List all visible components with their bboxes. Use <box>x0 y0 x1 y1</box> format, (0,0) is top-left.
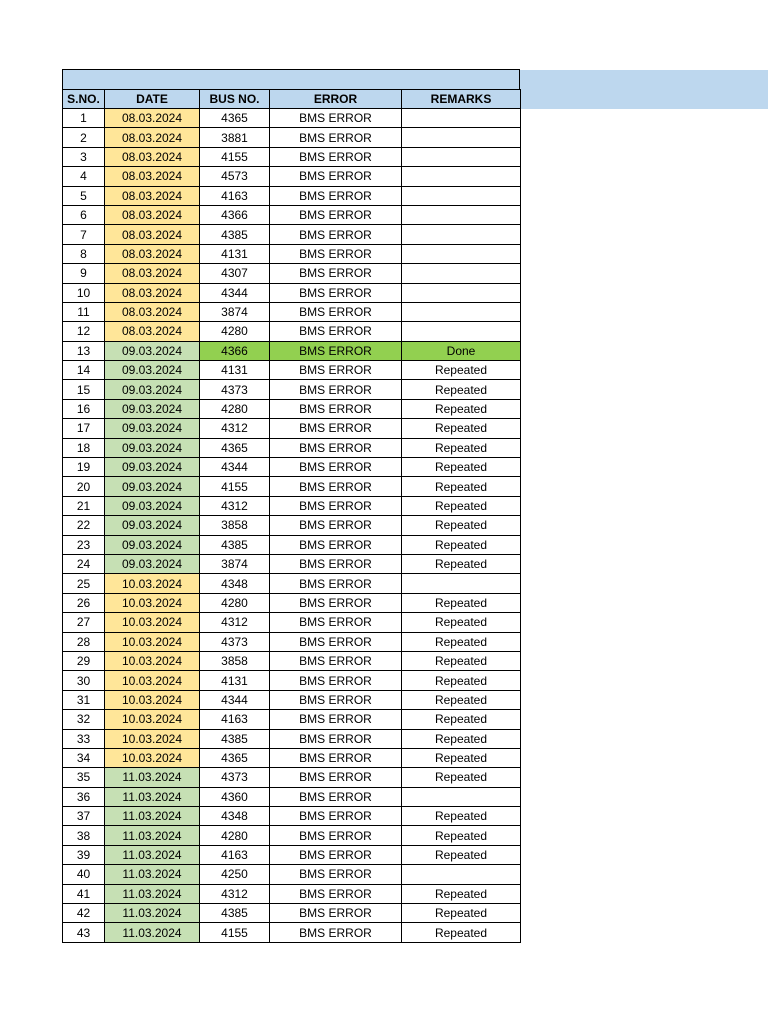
cell-sno[interactable]: 6 <box>63 205 105 224</box>
cell-bus-no[interactable]: 4385 <box>200 535 270 554</box>
cell-error[interactable]: BMS ERROR <box>270 845 402 864</box>
cell-sno[interactable]: 43 <box>63 923 105 942</box>
cell-date[interactable]: 09.03.2024 <box>105 341 200 360</box>
cell-error[interactable]: BMS ERROR <box>270 632 402 651</box>
cell-bus-no[interactable]: 3874 <box>200 554 270 573</box>
table-row <box>63 593 521 612</box>
cell-date[interactable]: 10.03.2024 <box>105 651 200 670</box>
cell-sno[interactable]: 23 <box>63 535 105 554</box>
cell-date[interactable]: 11.03.2024 <box>105 826 200 845</box>
header-remarks[interactable]: REMARKS <box>402 90 521 109</box>
cell-date[interactable]: 11.03.2024 <box>105 923 200 942</box>
cell-error[interactable]: BMS ERROR <box>270 322 402 341</box>
cell-remarks[interactable]: Repeated <box>402 458 521 477</box>
header-error[interactable]: ERROR <box>270 90 402 109</box>
cell-remarks[interactable]: Repeated <box>402 729 521 748</box>
cell-sno[interactable]: 9 <box>63 264 105 283</box>
cell-date[interactable]: 11.03.2024 <box>105 768 200 787</box>
cell-remarks[interactable] <box>402 283 521 302</box>
cell-sno[interactable]: 10 <box>63 283 105 302</box>
cell-remarks[interactable]: Repeated <box>402 845 521 864</box>
cell-error[interactable]: BMS ERROR <box>270 128 402 147</box>
cell-sno[interactable]: 14 <box>63 361 105 380</box>
cell-error[interactable]: BMS ERROR <box>270 399 402 418</box>
cell-sno[interactable]: 35 <box>63 768 105 787</box>
table-row <box>63 554 521 573</box>
cell-date[interactable]: 11.03.2024 <box>105 845 200 864</box>
cell-bus-no[interactable]: 4344 <box>200 690 270 709</box>
cell-date[interactable]: 09.03.2024 <box>105 361 200 380</box>
cell-remarks[interactable]: Repeated <box>402 923 521 942</box>
cell-date[interactable]: 11.03.2024 <box>105 884 200 903</box>
cell-sno[interactable]: 34 <box>63 748 105 767</box>
cell-error[interactable]: BMS ERROR <box>270 807 402 826</box>
cell-remarks[interactable]: Repeated <box>402 690 521 709</box>
cell-error[interactable]: BMS ERROR <box>270 690 402 709</box>
cell-bus-no[interactable]: 3858 <box>200 651 270 670</box>
cell-bus-no[interactable]: 4348 <box>200 807 270 826</box>
cell-date[interactable]: 08.03.2024 <box>105 167 200 186</box>
cell-date[interactable]: 10.03.2024 <box>105 710 200 729</box>
table-row <box>63 361 521 380</box>
table-row <box>63 458 521 477</box>
cell-date[interactable]: 08.03.2024 <box>105 186 200 205</box>
cell-bus-no[interactable]: 4163 <box>200 845 270 864</box>
table-row <box>63 341 521 360</box>
cell-date[interactable]: 10.03.2024 <box>105 729 200 748</box>
cell-error[interactable]: BMS ERROR <box>270 438 402 457</box>
table-row <box>63 884 521 903</box>
cell-bus-no[interactable]: 4365 <box>200 438 270 457</box>
table-row <box>63 690 521 709</box>
cell-date[interactable]: 09.03.2024 <box>105 477 200 496</box>
cell-date[interactable]: 10.03.2024 <box>105 690 200 709</box>
cell-error[interactable]: BMS ERROR <box>270 302 402 321</box>
cell-error[interactable]: BMS ERROR <box>270 574 402 593</box>
cell-date[interactable]: 10.03.2024 <box>105 632 200 651</box>
cell-remarks[interactable] <box>402 186 521 205</box>
error-log-table <box>62 89 521 943</box>
table-row <box>63 109 521 128</box>
cell-remarks[interactable] <box>402 264 521 283</box>
bms-error-sheet <box>62 69 520 943</box>
cell-bus-no[interactable]: 4131 <box>200 361 270 380</box>
table-row <box>63 264 521 283</box>
cell-remarks[interactable] <box>402 865 521 884</box>
cell-remarks[interactable]: Repeated <box>402 361 521 380</box>
table-row <box>63 438 521 457</box>
cell-bus-no[interactable]: 4365 <box>200 109 270 128</box>
cell-remarks[interactable] <box>402 244 521 263</box>
cell-error[interactable]: BMS ERROR <box>270 554 402 573</box>
cell-sno[interactable]: 19 <box>63 458 105 477</box>
cell-remarks[interactable] <box>402 574 521 593</box>
cell-date[interactable]: 11.03.2024 <box>105 904 200 923</box>
cell-remarks[interactable]: Repeated <box>402 516 521 535</box>
cell-remarks[interactable] <box>402 302 521 321</box>
table-row <box>63 574 521 593</box>
cell-date[interactable]: 08.03.2024 <box>105 302 200 321</box>
cell-bus-no[interactable]: 4280 <box>200 322 270 341</box>
cell-error[interactable]: BMS ERROR <box>270 535 402 554</box>
cell-error[interactable]: BMS ERROR <box>270 186 402 205</box>
cell-sno[interactable]: 38 <box>63 826 105 845</box>
cell-date[interactable]: 11.03.2024 <box>105 787 200 806</box>
table-row <box>63 904 521 923</box>
cell-sno[interactable]: 26 <box>63 593 105 612</box>
table-body <box>63 109 521 943</box>
table-row <box>63 244 521 263</box>
cell-error[interactable]: BMS ERROR <box>270 923 402 942</box>
table-row <box>63 729 521 748</box>
cell-sno[interactable]: 30 <box>63 671 105 690</box>
cell-sno[interactable]: 18 <box>63 438 105 457</box>
table-row <box>63 302 521 321</box>
cell-sno[interactable]: 25 <box>63 574 105 593</box>
table-row <box>63 167 521 186</box>
cell-date[interactable]: 09.03.2024 <box>105 380 200 399</box>
cell-date[interactable]: 11.03.2024 <box>105 865 200 884</box>
table-row <box>63 516 521 535</box>
table-row <box>63 787 521 806</box>
table-row <box>63 186 521 205</box>
cell-bus-no[interactable]: 4344 <box>200 283 270 302</box>
cell-date[interactable]: 08.03.2024 <box>105 205 200 224</box>
cell-date[interactable]: 09.03.2024 <box>105 399 200 418</box>
cell-bus-no[interactable]: 4312 <box>200 613 270 632</box>
cell-remarks[interactable] <box>402 147 521 166</box>
cell-error[interactable]: BMS ERROR <box>270 244 402 263</box>
cell-remarks[interactable]: Repeated <box>402 593 521 612</box>
table-row <box>63 205 521 224</box>
table-row <box>63 225 521 244</box>
cell-date[interactable]: 10.03.2024 <box>105 671 200 690</box>
cell-remarks[interactable] <box>402 167 521 186</box>
cell-sno[interactable]: 24 <box>63 554 105 573</box>
table-row <box>63 845 521 864</box>
cell-date[interactable]: 08.03.2024 <box>105 283 200 302</box>
cell-remarks[interactable]: Repeated <box>402 826 521 845</box>
cell-error[interactable]: BMS ERROR <box>270 458 402 477</box>
cell-sno[interactable]: 22 <box>63 516 105 535</box>
cell-sno[interactable]: 21 <box>63 496 105 515</box>
cell-bus-no[interactable]: 4163 <box>200 710 270 729</box>
cell-sno[interactable]: 32 <box>63 710 105 729</box>
cell-error[interactable]: BMS ERROR <box>270 768 402 787</box>
cell-error[interactable]: BMS ERROR <box>270 613 402 632</box>
cell-bus-no[interactable]: 3881 <box>200 128 270 147</box>
table-row <box>63 128 521 147</box>
cell-error[interactable]: BMS ERROR <box>270 380 402 399</box>
cell-remarks[interactable]: Repeated <box>402 438 521 457</box>
cell-bus-no[interactable]: 4163 <box>200 186 270 205</box>
cell-error[interactable]: BMS ERROR <box>270 283 402 302</box>
cell-error[interactable]: BMS ERROR <box>270 516 402 535</box>
cell-bus-no[interactable]: 4385 <box>200 729 270 748</box>
cell-bus-no[interactable]: 4131 <box>200 244 270 263</box>
cell-date[interactable]: 08.03.2024 <box>105 244 200 263</box>
cell-remarks[interactable]: Repeated <box>402 399 521 418</box>
table-row <box>63 283 521 302</box>
cell-date[interactable]: 10.03.2024 <box>105 613 200 632</box>
table-row <box>63 651 521 670</box>
cell-sno[interactable]: 5 <box>63 186 105 205</box>
header-sno[interactable]: S.NO. <box>63 90 105 109</box>
cell-sno[interactable]: 39 <box>63 845 105 864</box>
table-row <box>63 613 521 632</box>
cell-sno[interactable]: 13 <box>63 341 105 360</box>
cell-bus-no[interactable]: 4385 <box>200 225 270 244</box>
cell-remarks[interactable]: Repeated <box>402 496 521 515</box>
table-row <box>63 322 521 341</box>
cell-bus-no[interactable]: 4131 <box>200 671 270 690</box>
cell-sno[interactable]: 8 <box>63 244 105 263</box>
cell-bus-no[interactable]: 4373 <box>200 380 270 399</box>
cell-sno[interactable]: 16 <box>63 399 105 418</box>
cell-bus-no[interactable]: 4373 <box>200 632 270 651</box>
cell-sno[interactable]: 17 <box>63 419 105 438</box>
cell-bus-no[interactable]: 4155 <box>200 147 270 166</box>
cell-remarks[interactable]: Repeated <box>402 671 521 690</box>
cell-bus-no[interactable]: 4312 <box>200 496 270 515</box>
cell-sno[interactable]: 11 <box>63 302 105 321</box>
cell-date[interactable]: 08.03.2024 <box>105 109 200 128</box>
cell-sno[interactable]: 29 <box>63 651 105 670</box>
header-row <box>63 90 521 109</box>
cell-sno[interactable]: 42 <box>63 904 105 923</box>
cell-date[interactable]: 09.03.2024 <box>105 419 200 438</box>
cell-bus-no[interactable]: 4365 <box>200 748 270 767</box>
cell-date[interactable]: 08.03.2024 <box>105 264 200 283</box>
cell-bus-no[interactable]: 4280 <box>200 826 270 845</box>
cell-date[interactable]: 10.03.2024 <box>105 574 200 593</box>
cell-bus-no[interactable]: 4155 <box>200 923 270 942</box>
cell-bus-no[interactable]: 4344 <box>200 458 270 477</box>
cell-date[interactable]: 09.03.2024 <box>105 458 200 477</box>
cell-remarks[interactable]: Repeated <box>402 904 521 923</box>
cell-date[interactable]: 09.03.2024 <box>105 438 200 457</box>
table-row <box>63 671 521 690</box>
cell-error[interactable]: BMS ERROR <box>270 593 402 612</box>
cell-sno[interactable]: 2 <box>63 128 105 147</box>
cell-remarks[interactable]: Repeated <box>402 613 521 632</box>
table-row <box>63 923 521 942</box>
cell-bus-no[interactable]: 4360 <box>200 787 270 806</box>
cell-remarks[interactable] <box>402 225 521 244</box>
cell-sno[interactable]: 20 <box>63 477 105 496</box>
cell-error[interactable]: BMS ERROR <box>270 748 402 767</box>
cell-date[interactable]: 08.03.2024 <box>105 147 200 166</box>
cell-error[interactable]: BMS ERROR <box>270 904 402 923</box>
cell-sno[interactable]: 3 <box>63 147 105 166</box>
cell-bus-no[interactable]: 4385 <box>200 904 270 923</box>
cell-bus-no[interactable]: 4250 <box>200 865 270 884</box>
cell-remarks[interactable]: Repeated <box>402 419 521 438</box>
cell-sno[interactable]: 33 <box>63 729 105 748</box>
cell-remarks[interactable]: Repeated <box>402 710 521 729</box>
cell-error[interactable]: BMS ERROR <box>270 884 402 903</box>
cell-date[interactable]: 09.03.2024 <box>105 554 200 573</box>
cell-date[interactable]: 10.03.2024 <box>105 748 200 767</box>
table-row <box>63 399 521 418</box>
cell-bus-no[interactable]: 4280 <box>200 399 270 418</box>
cell-sno[interactable]: 15 <box>63 380 105 399</box>
cell-bus-no[interactable]: 4280 <box>200 593 270 612</box>
cell-date[interactable]: 09.03.2024 <box>105 535 200 554</box>
cell-remarks[interactable] <box>402 205 521 224</box>
cell-bus-no[interactable]: 4573 <box>200 167 270 186</box>
cell-remarks[interactable]: Done <box>402 341 521 360</box>
cell-remarks[interactable] <box>402 109 521 128</box>
cell-error[interactable]: BMS ERROR <box>270 710 402 729</box>
cell-error[interactable]: BMS ERROR <box>270 341 402 360</box>
cell-remarks[interactable]: Repeated <box>402 884 521 903</box>
title-row <box>62 69 520 89</box>
cell-date[interactable]: 08.03.2024 <box>105 128 200 147</box>
cell-error[interactable]: BMS ERROR <box>270 477 402 496</box>
header-bus-no[interactable]: BUS NO. <box>200 90 270 109</box>
cell-date[interactable]: 09.03.2024 <box>105 496 200 515</box>
cell-sno[interactable]: 7 <box>63 225 105 244</box>
cell-bus-no[interactable]: 4312 <box>200 419 270 438</box>
cell-remarks[interactable] <box>402 322 521 341</box>
cell-date[interactable]: 11.03.2024 <box>105 807 200 826</box>
table-row <box>63 768 521 787</box>
cell-date[interactable]: 08.03.2024 <box>105 225 200 244</box>
cell-sno[interactable]: 1 <box>63 109 105 128</box>
cell-error[interactable]: BMS ERROR <box>270 826 402 845</box>
cell-error[interactable]: BMS ERROR <box>270 496 402 515</box>
cell-date[interactable]: 08.03.2024 <box>105 322 200 341</box>
table-row <box>63 807 521 826</box>
cell-bus-no[interactable]: 4312 <box>200 884 270 903</box>
cell-bus-no[interactable]: 3874 <box>200 302 270 321</box>
table-row <box>63 865 521 884</box>
table-row <box>63 632 521 651</box>
header-date[interactable]: DATE <box>105 90 200 109</box>
cell-error[interactable]: BMS ERROR <box>270 671 402 690</box>
cell-date[interactable]: 10.03.2024 <box>105 593 200 612</box>
cell-bus-no[interactable]: 4373 <box>200 768 270 787</box>
cell-bus-no[interactable]: 4366 <box>200 341 270 360</box>
table-row <box>63 147 521 166</box>
cell-remarks[interactable]: Repeated <box>402 651 521 670</box>
cell-error[interactable]: BMS ERROR <box>270 225 402 244</box>
cell-remarks[interactable]: Repeated <box>402 477 521 496</box>
cell-remarks[interactable]: Repeated <box>402 807 521 826</box>
table-row <box>63 826 521 845</box>
table-row <box>63 496 521 515</box>
cell-error[interactable]: BMS ERROR <box>270 264 402 283</box>
cell-error[interactable]: BMS ERROR <box>270 167 402 186</box>
cell-sno[interactable]: 36 <box>63 787 105 806</box>
cell-error[interactable]: BMS ERROR <box>270 729 402 748</box>
cell-bus-no[interactable]: 4155 <box>200 477 270 496</box>
cell-error[interactable]: BMS ERROR <box>270 651 402 670</box>
cell-error[interactable]: BMS ERROR <box>270 109 402 128</box>
cell-bus-no[interactable]: 3858 <box>200 516 270 535</box>
table-row <box>63 535 521 554</box>
table-row <box>63 748 521 767</box>
cell-remarks[interactable]: Repeated <box>402 748 521 767</box>
cell-error[interactable]: BMS ERROR <box>270 147 402 166</box>
cell-date[interactable]: 09.03.2024 <box>105 516 200 535</box>
header-band-fill <box>519 70 768 109</box>
cell-sno[interactable]: 40 <box>63 865 105 884</box>
cell-sno[interactable]: 28 <box>63 632 105 651</box>
table-row <box>63 710 521 729</box>
cell-sno[interactable]: 41 <box>63 884 105 903</box>
cell-bus-no[interactable]: 4366 <box>200 205 270 224</box>
cell-sno[interactable]: 4 <box>63 167 105 186</box>
cell-error[interactable]: BMS ERROR <box>270 865 402 884</box>
cell-error[interactable]: BMS ERROR <box>270 205 402 224</box>
cell-error[interactable]: BMS ERROR <box>270 787 402 806</box>
cell-sno[interactable]: 12 <box>63 322 105 341</box>
table-row <box>63 419 521 438</box>
cell-bus-no[interactable]: 4307 <box>200 264 270 283</box>
cell-sno[interactable]: 37 <box>63 807 105 826</box>
cell-sno[interactable]: 27 <box>63 613 105 632</box>
cell-remarks[interactable]: Repeated <box>402 632 521 651</box>
cell-bus-no[interactable]: 4348 <box>200 574 270 593</box>
cell-remarks[interactable]: Repeated <box>402 768 521 787</box>
cell-remarks[interactable] <box>402 128 521 147</box>
cell-remarks[interactable]: Repeated <box>402 535 521 554</box>
table-row <box>63 380 521 399</box>
cell-remarks[interactable]: Repeated <box>402 380 521 399</box>
table-row <box>63 477 521 496</box>
cell-error[interactable]: BMS ERROR <box>270 419 402 438</box>
cell-sno[interactable]: 31 <box>63 690 105 709</box>
cell-remarks[interactable] <box>402 787 521 806</box>
cell-remarks[interactable]: Repeated <box>402 554 521 573</box>
cell-error[interactable]: BMS ERROR <box>270 361 402 380</box>
